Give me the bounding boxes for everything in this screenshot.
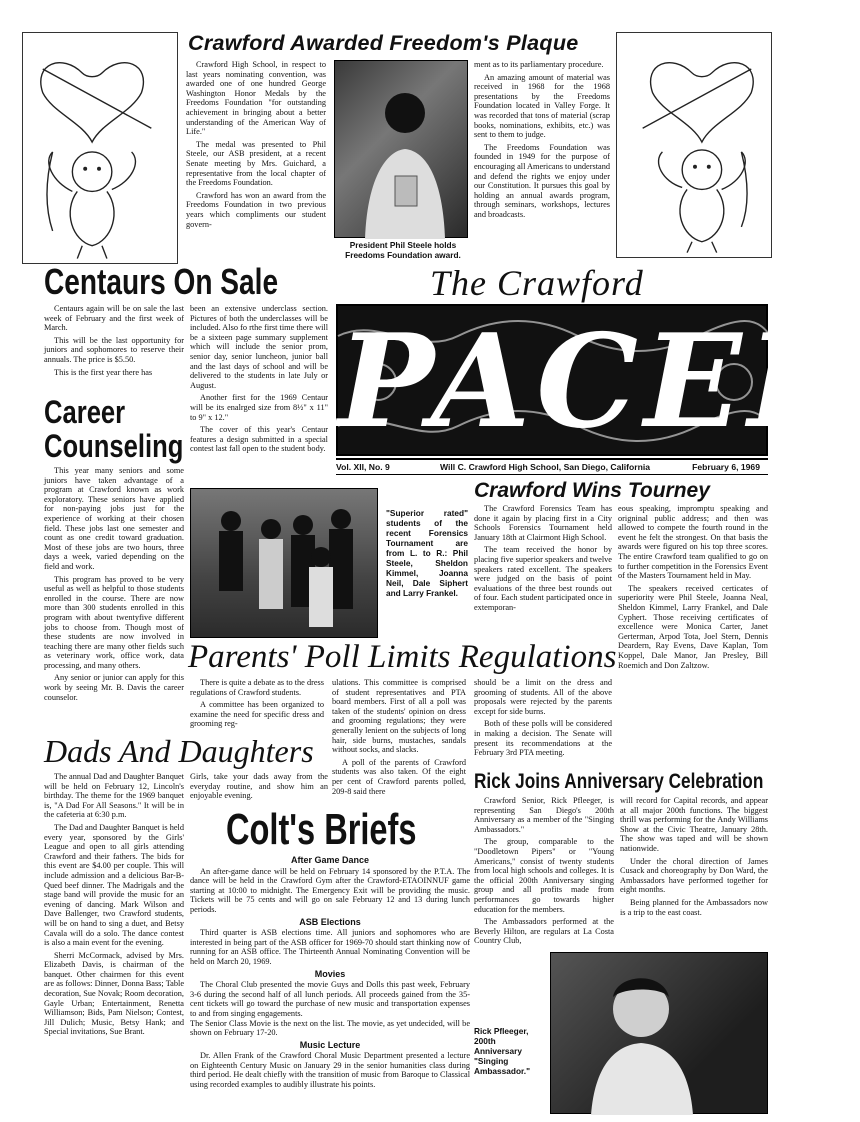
rick-headline: Rick Joins Anniversary Celebration [474,770,764,793]
freedom-col2-p3: The Freedoms Foundation was founded in 1949 for the purpose of encouraging all Americans to understand and defend the rights we enjoy under our Constitution. It pursues this goal by holding an annual awards program, through seminars, workshops, lectures and broadcasts. [474,142,610,219]
rick-col2 [620,796,768,920]
masthead-title: PACER [338,307,860,457]
dads-col2 [190,772,328,804]
masthead-school: Will C. Crawford High School, San Diego, California [440,462,651,472]
rick-col2-p2: Under the choral direction of James Cusack and choreography by Don Ward, the Ambassadors have performed together for eight months. [620,856,768,895]
freedom-col2-p1: ment as to its parliamentary procedure. [474,60,604,69]
dads-col1-p1: The annual Dad and Daughter Banquet will be held on February 12, Lincoln's birthday. The theme for the 1969 banquet is, "A Dad For All Seasons." It will be in the cafeteria at 6:30 p.m. [44,772,184,820]
centaurs-col1 [44,304,184,380]
colts-section-body-2: Third quarter is ASB elections time. All juniors and sophomores who are interested in being part of the ASB officer for 1969-70 should start thinking now of running for an ASB office. The Thirteenth Annual Nominating Convention will be held on March 20, 1969. [190,928,470,966]
colts-headline: Colt's Briefs [226,805,417,854]
phil-steele-photo [334,60,468,238]
rick-photo-caption: Rick Pfleeger, 200th Anniversary "Singing Ambassador." [474,1026,531,1076]
freedom-col1-p2: The medal was presented to Phil Steele, our ASB president, at a recent Senate meeting by Mrs. Guichard, a representative from the local chapter of the Freedoms Foundation. [186,139,326,188]
parents-col3-p1: should be a limit on the dress and grooming of students. All of the above proposals were rejected by the parents except for side burns. [474,678,612,716]
masthead-rule-bottom [336,474,768,475]
dads-col1-p3: Sherri McCormack, advised by Mrs. Elizabeth Davis, is chairman of the banquet. Other chairmen for this event are as follows: Dinner, Donna Bass; Table decoration, Sue Novak; Room decoration, Gayle Urban; Entertainment, Renetta Williamson; Bids, Pam Nielson; Contest, Jill Dulich; Music, Betsy Hank; and Special invitations, Sue Brant. [44,950,184,1037]
centaurs-headline: Centaurs On Sale [44,261,279,302]
centaurs-col1-p2: This will be the last opportunity for juniors and sophomores to reserve their annuals. The price is $5.50. [44,335,184,364]
colts-section-title-4: Music Lecture [299,1039,361,1050]
centaurs-col2-p1: been an extensive underclass section. Pictures of both the underclasses will be included. Also fo rthe first time there will be a sixteen page summary supplement which will include the senior prom, senior day, senior luncheon, junior ball and the last days of school and will be delivered to the students in late July or August. [190,304,328,390]
career-p1: This year many seniors and some juniors have taken advantage of a program at Crawford known as work exploratory. These seniors have applied for non-paying jobs just for the experience of working at their chosen field. These jobs last one semester and count as one credit toward graduation. Most of these jobs are two hours, three days a week, varied depending on the field and work. [44,466,184,571]
forensics-col1-p2: The team received the honor by placing five superior speakers and twelve speakers rated excellent. The speakers were judged on the basis of point evaluations of the three best rounds out of four. Each student participated once in extemporan- [474,545,612,612]
centaurs-col2 [190,304,328,457]
masthead-the-crawford: The Crawford [430,263,644,303]
parents-col3-p2: Both of these polls will be considered in making a decision. The Senate will present its recommendations at the February 3rd PTA meeting. [474,719,612,758]
masthead-rule-top [336,458,768,460]
rick-col1-p3: The Ambassadors performed at the Beverly Hilton, are regulars at La Costa Country Club, [474,917,614,946]
freedom-photo-caption: President Phil Steele holds Freedoms Foundation award. [345,240,461,260]
cupid-illustration-left [22,32,178,264]
parents-col1-p2: A committee has been organized to examine the need for specific dress and grooming reg- [190,700,324,729]
career-p2: This program has proved to be very useful as well as helpful to those students enrolled in the course. There are now more than 300 students enrolled in this program with about twentyfive different jobs to choose from. Though most of these students are now involved in teaching there are many other fields such as veterinary work, office work, data processing, and many others. [44,574,184,670]
parents-col2-p2: A poll of the parents of Crawford students was also taken. Of the eight per cent of Crawford parents polled, 209-8 said there [332,757,466,796]
freedom-headline: Crawford Awarded Freedom's Plaque [188,31,579,55]
rick-portrait-figure [551,953,769,1115]
rick-pfleeger-photo [550,952,768,1114]
cupid-illustration-right [616,32,772,258]
forensics-col1 [474,504,612,616]
forensics-col2 [618,504,768,673]
parents-col2 [332,678,466,799]
colts-section-body-4: Dr. Allen Frank of the Crawford Choral Music Department presented a lecture on Eighteenth Century Music on January 29 in the senior humanities class during third period. He dealt chiefly with the transition of music from Baroque to Classical using recorded examples to audibly illustrate his points. [190,1051,470,1090]
forensics-figures [191,489,379,639]
parents-col3 [474,678,612,761]
masthead-logo-box [336,304,860,457]
dads-headline: Dads And Daughters [44,733,314,769]
career-headline-line1: Career [44,394,126,430]
colts-section-body-3: The Choral Club presented the movie Guys and Dolls this past week, February 3-6 during the second half of all lunch periods. All proceeds gained from the 35-cent tickets will go toward the purchase of new music and transportation expenses to and from singing engagements. The Senior Class Movie is the next on the list. The movie, as yet undecided, will be shown on February 17-20. [190,980,470,1038]
career-p3: Any senior or junior can apply for this work by seeing Mr. B. Davis the career counselor. [44,673,184,702]
parents-headline: Parents' Poll Limits Regulations [188,639,617,675]
dads-col1-p2: The Dad and Daughter Banquet is held every year, sponsored by the Girls' League and open to all girls attending Crawford and their fathers. The bids for this event are $4.00 per couple. This will include admission and a delicious Bar-B-Qued beef dinner. The Madrigals and the stage band will provide the music for an evening of dancing. Mark Wilson and Dave Ballenger, two Crawford students, will be on hand to sing a duet, and Betsy Cavala will do a solo. The dance contest is also a main event for the evening. [44,822,184,948]
colts-section-title-2: ASB Elections [299,916,361,927]
freedom-col1-p3: Crawford has won an award from the Freedoms Foundation in two previous years which compliments our student govern- [186,190,326,229]
centaurs-col1-p3: This is the first year there has [54,367,153,377]
rick-col2-p1: will record for Capital records, and appear at all major 200th functions. The biggest thrill was performing for the Andy Williams Show at the Civic Theatre, January 28th. The show was taped and will be shown nationwide. [620,796,768,853]
freedom-col1-p1: Crawford High School, in respect to last years nominating convention, was awarded one of one hundred George Washington Honor Medals by the Freedoms Foundation "for outstanding achievement in bringing about a better understanding of the American Way of Life." [186,60,326,137]
rick-col1 [474,796,614,949]
masthead-date: February 6, 1969 [692,462,760,472]
parents-col1 [190,678,324,732]
colts-section-title-1: After Game Dance [290,855,370,865]
colts-section-body-1: An after-game dance will be held on February 14 sponsored by the P.T.A. The dance will be held in the Crawford Gym after the Crawford-ETAOINNUF game starting at 10:00 to midnight. The Emergency Exit will be providing the music. Tickets will be 75 cents and will go on sale February 12 and 13 during lunch periods. [190,866,470,914]
rick-col2-p3: Being planned for the Ambassadors now is a trip to the east coast. [620,897,768,917]
forensics-team-photo [190,488,378,638]
parents-col2-p1: ulations. This committee is comprised of student representatives and PTA board members. First of all a poll was taken of the students' opinion on dress and grooming regulations; they were generally lenient on the subjects of long hair, side burns, mustaches, sandals without socks, and slacks. [332,678,466,755]
forensics-photo-caption: "Superior rated" students of the recent Forensics Tournament are from L. to R.: Phil Steele, Sheldon Kimmel, Joanna Neil, Dale Siphert and Larry Frankel. [386,508,468,598]
portrait-figure [335,61,469,239]
career-headline-line2: Counseling [44,428,184,464]
forensics-col2-p1: eous speaking, impromptu speaking and origninal public address; and then was allowed to compete the fourth round in the event he felt the strongest. On that basis the awards were figured on his top three scores. The entire Crawford team qualified to go on to further competition in the Forensics Event of the Masters Tournament held in May. [618,504,768,581]
forensics-headline: Crawford Wins Tourney [474,479,710,502]
dads-col2-p1: Girls, take your dads away from the everyday routine, and show him an enjoyable evening. [190,772,328,801]
colts-briefs-body [190,854,470,1093]
rick-col1-p1: Crawford Senior, Rick Pfleeger, is representing San Diego's 200th Anniversary as a member of the "Singing Ambassadors." [474,796,614,834]
masthead-info-bar [336,461,768,473]
rick-col1-p2: The group, comparable to the "Doodletown Pipers" or "Young Americans," consist of twenty students from local high schools and colleges. It is the official 200th Anniversary singing group and all profits made from performances go towards higher education for the members. [474,837,614,914]
freedom-col1 [186,60,326,232]
freedom-col2 [474,60,610,223]
freedom-col2-p2: An amazing amount of material was received in 1968 for the 1968 presentations by the Freedoms Foundation located in Valley Forge. It was recorded that tons of material (scrap books, nominations, exhibits, etc.) was sent to them to judge. [474,72,610,140]
career-body [44,466,184,705]
forensics-col2-p2: The speakers received certicates of superiority were Phil Steele, Joanna Neal, Sheldon Kimmel, Larry Frankel, and Dale Cyphert. Those receiving certificates of excellence were Monica Carter, Janet Gerterman, Arpod Tota, Joel Stern, Dennis Deardern, Ray Evens, Dave Kaplan, Tom Koppel, Dale Manor, Jan Presley, Bill Roemich and Don Zaltzow. [618,583,768,670]
centaurs-col2-p2: Another first for the 1969 Centaur will be its enalrged size from 8½" x 11" to 9" x 12." [190,393,328,422]
dads-col1 [44,772,184,1040]
parents-col1-p1: There is quite a debate as to the dress regulations of Crawford students. [190,678,324,697]
masthead-volume: Vol. XII, No. 9 [336,462,390,472]
colts-section-title-3: Movies [314,968,346,979]
forensics-col1-p1: The Crawford Forensics Team has done it again by placing first in a City Schools Forensics Tournament held January 18th at Clairmont High School. [474,504,612,542]
centaurs-col1-p1: Centaurs again will be on sale the last week of February and the first week of March. [44,304,184,333]
centaurs-col2-p3: The cover of this year's Centaur features a design submitted in a special contest last fall open to the student body. [190,425,328,454]
